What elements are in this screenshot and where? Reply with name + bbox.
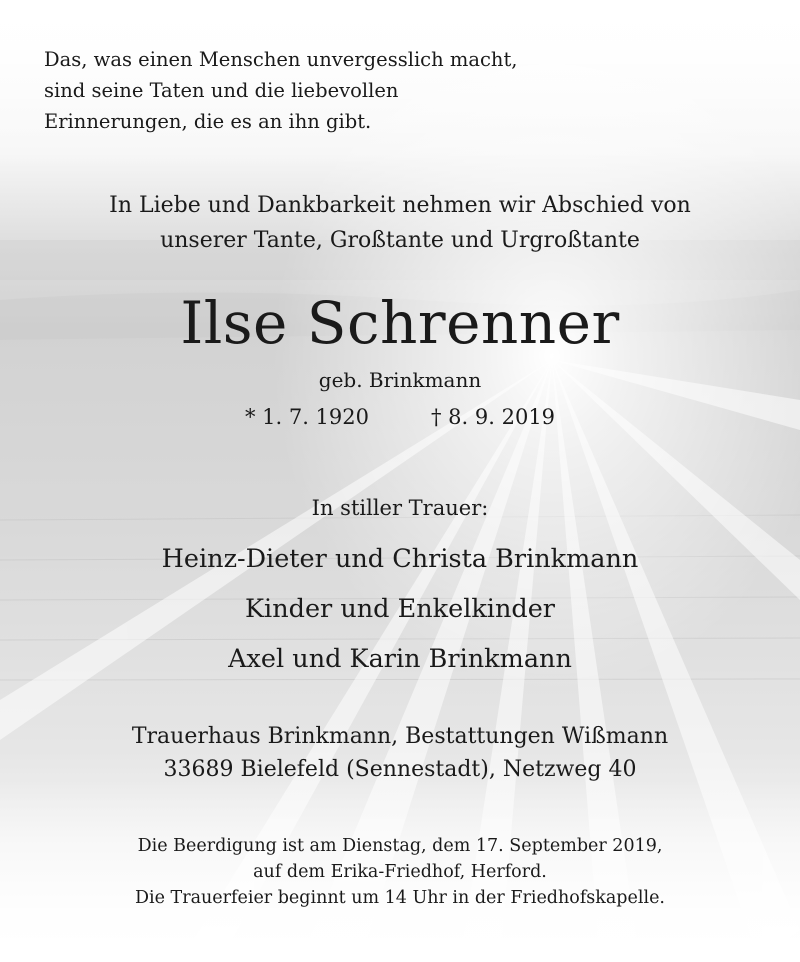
funeral-home-address — [0, 720, 800, 786]
deceased-name: Ilse Schrenner — [180, 289, 620, 357]
mourner: Heinz-Dieter und Christa Brinkmann — [161, 544, 639, 574]
death-date: † 8. 9. 2019 — [431, 405, 556, 429]
intro-line: In Liebe und Dankbarkeit nehmen wir Abschied von — [109, 193, 691, 218]
notice-line: Die Trauerfeier beginnt um 14 Uhr in der Friedhofskapelle. — [135, 888, 665, 908]
mourners-list — [0, 534, 800, 684]
notice-line: auf dem Erika-Friedhof, Herford. — [253, 862, 547, 882]
birth-date: * 1. 7. 1920 — [244, 405, 369, 429]
quote-line: Erinnerungen, die es an ihn gibt. — [44, 110, 372, 133]
life-dates — [0, 402, 800, 432]
funeral-notice — [0, 833, 800, 911]
memorial-quote — [44, 44, 604, 137]
address-line: Trauerhaus Brinkmann, Bestattungen Wißmann — [131, 724, 669, 749]
quote-line: sind seine Taten und die liebevollen — [44, 79, 399, 102]
farewell-intro — [0, 188, 800, 258]
mourner: Axel und Karin Brinkmann — [228, 644, 572, 674]
mourner: Kinder und Enkelkinder — [245, 594, 555, 624]
intro-line: unserer Tante, Großtante und Urgroßtante — [160, 228, 640, 253]
quote-line: Das, was einen Menschen unvergesslich macht, — [44, 48, 518, 71]
notice-line: Die Beerdigung ist am Dienstag, dem 17. September 2019, — [137, 836, 663, 856]
mourning-label: In stiller Trauer: — [311, 496, 489, 520]
birth-name: geb. Brinkmann — [318, 368, 482, 392]
address-line: 33689 Bielefeld (Sennestadt), Netzweg 40 — [163, 757, 637, 782]
